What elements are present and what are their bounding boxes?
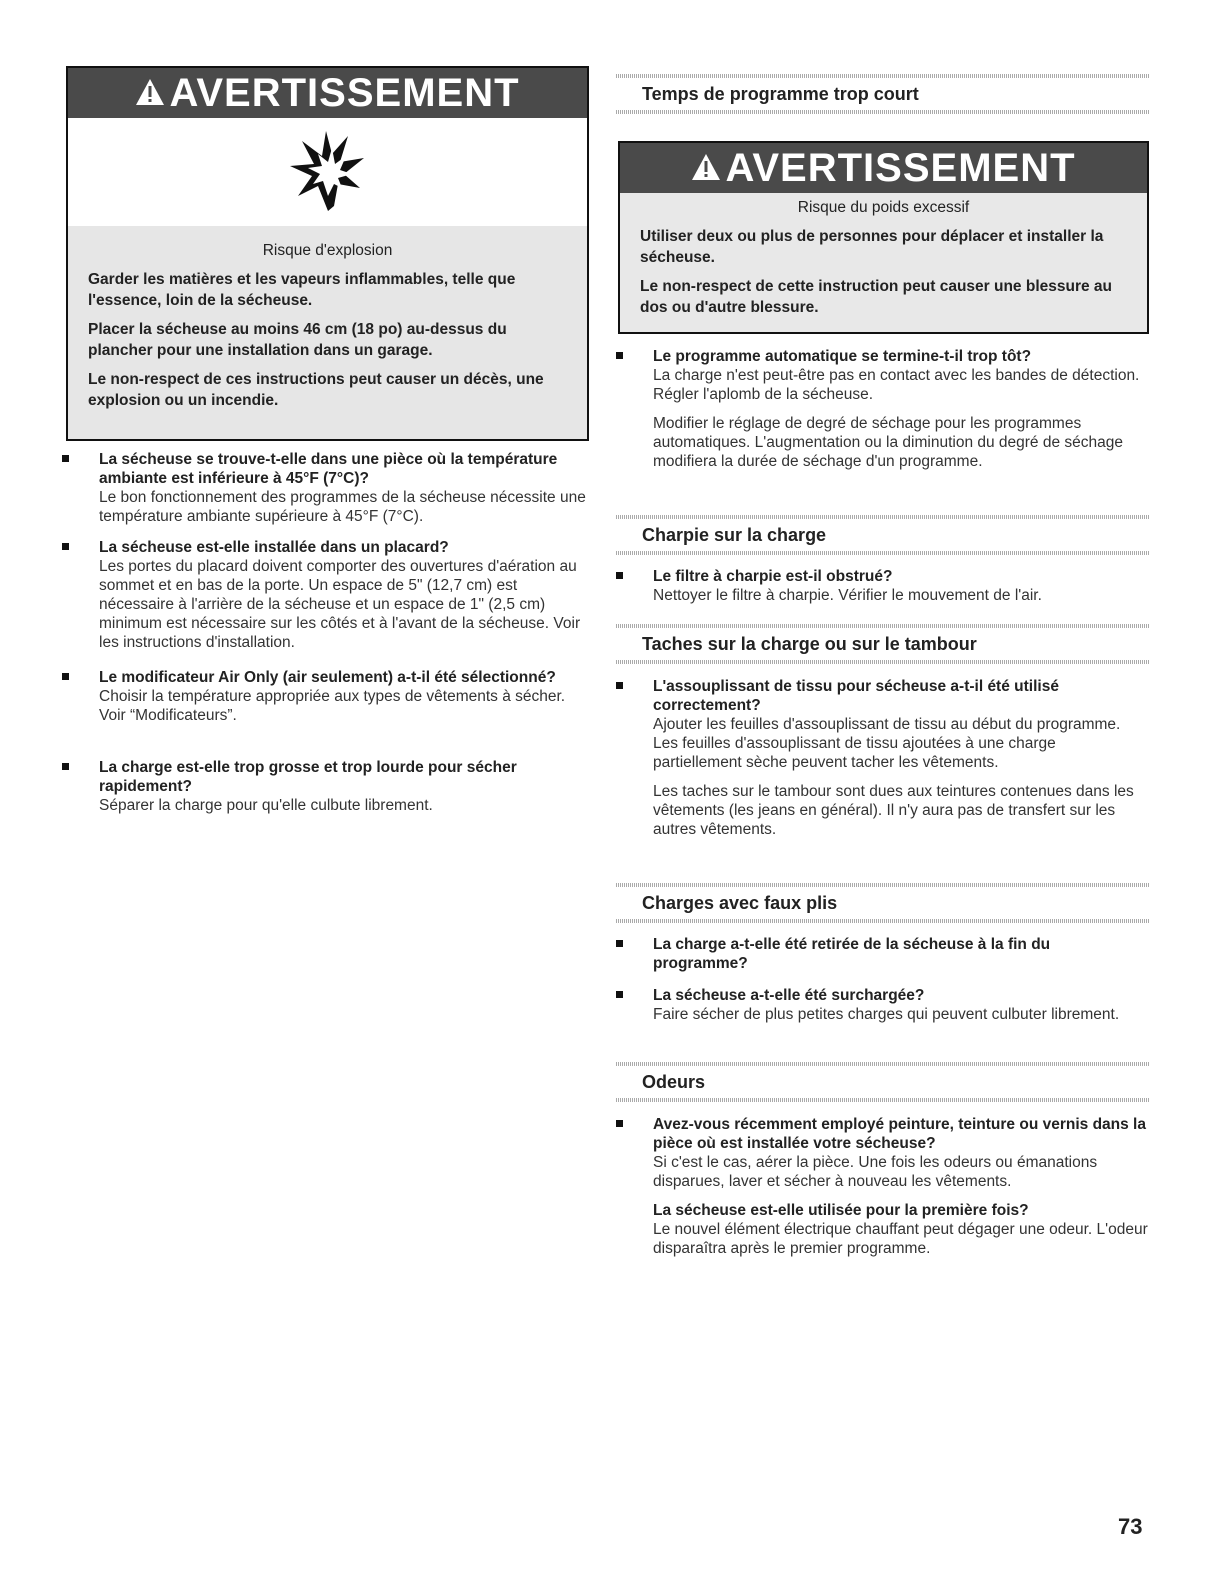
warning-icon-area — [68, 118, 587, 230]
bullet-icon — [616, 991, 623, 998]
bullet-icon — [62, 673, 69, 680]
section-header-taches — [616, 632, 1150, 656]
item-question: Le filtre à charpie est-il obstrué? — [653, 568, 893, 585]
bullet-icon — [616, 940, 623, 947]
warning-risk: Risque d'explosion — [262, 242, 393, 259]
item-answer: Les taches sur le tambour sont dues aux teintures contenues dans les vêtements (les jeans en général). Il n'y aura pas de transfert sur les autres vêtements. — [653, 783, 1134, 838]
section-title: Temps de programme trop court — [642, 84, 919, 104]
item-answer: La charge n'est peut-être pas en contact avec les bandes de détection. Régler l'aplomb de la sécheuse. — [653, 367, 1140, 403]
item-answer: Le nouvel élément électrique chauffant peut dégager une odeur. L'odeur disparaîtra après le premier programme. — [653, 1221, 1148, 1257]
item-question: L'assouplissant de tissu pour sécheuse a-t-il été utilisé correctement? — [653, 678, 1059, 714]
item-question: La sécheuse a-t-elle été surchargée? — [653, 987, 925, 1004]
warning-body-explosion — [66, 226, 589, 441]
warning-triangle-icon — [691, 146, 721, 191]
warning-header — [68, 68, 587, 118]
warning-box-weight — [618, 141, 1149, 334]
list-item — [653, 986, 1148, 1024]
bullet-icon — [62, 543, 69, 550]
warning-box-explosion — [66, 66, 589, 239]
section-title: Charges avec faux plis — [642, 893, 838, 913]
list-item — [99, 668, 589, 725]
item-question: Avez-vous récemment employé peinture, teinture ou vernis dans la pièce où est installée votre sécheuse? — [653, 1116, 1146, 1152]
item-question: Le modificateur Air Only (air seulement) a-t-il été sélectionné? — [99, 669, 556, 686]
warning-line: Placer la sécheuse au moins 46 cm (18 po) au-dessus du plancher pour une installation dans un garage. — [88, 321, 507, 359]
page-number: 73 — [1118, 1514, 1143, 1539]
item-answer: Si c'est le cas, aérer la pièce. Une fois les odeurs ou émanations disparues, laver et sécher à nouveau les vêtements. — [653, 1154, 1098, 1190]
warning-line: Le non-respect de cette instruction peut causer une blessure au dos ou d'autre blessure. — [640, 278, 1113, 316]
warning-line: Utiliser deux ou plus de personnes pour déplacer et installer la sécheuse. — [640, 228, 1104, 266]
item-question: La charge a-t-elle été retirée de la sécheuse à la fin du programme? — [653, 936, 1051, 972]
warning-risk: Risque du poids excessif — [797, 199, 970, 216]
list-item — [653, 347, 1148, 471]
bullet-icon — [616, 572, 623, 579]
explosion-icon — [288, 126, 368, 221]
list-item — [99, 758, 589, 815]
item-answer: Modifier le réglage de degré de séchage pour les programmes automatiques. L'augmentation ou la diminution du degré de séchage modifiera la durée de séchage d'un programme. — [653, 415, 1124, 470]
item-question: La sécheuse se trouve-t-elle dans une pièce où la température ambiante est inférieure à 45°F (7°C)? — [99, 451, 558, 487]
list-item — [99, 450, 589, 526]
section-header-charpie — [616, 523, 1150, 547]
list-item — [653, 1115, 1148, 1258]
warning-line: Le non-respect de ces instructions peut causer un décès, une explosion ou un incendie. — [88, 371, 544, 409]
item-answer: Séparer la charge pour qu'elle culbute librement. — [99, 797, 433, 814]
bullet-icon — [616, 352, 623, 359]
item-question: La sécheuse est-elle utilisée pour la première fois? — [653, 1202, 1029, 1219]
list-item — [653, 567, 1148, 605]
item-answer: Ajouter les feuilles d'assouplissant de tissu au début du programme. Les feuilles d'assouplissant de tissu ajoutées à une charge partiellement sèche peuvent tacher les vêtements. — [653, 716, 1121, 771]
list-item — [653, 677, 1148, 839]
section-header-odeurs — [616, 1070, 1150, 1094]
item-answer: Choisir la température appropriée aux types de vêtements à sécher. Voir “Modificateurs”. — [99, 688, 566, 724]
list-item — [653, 935, 1148, 973]
section-header-faux-plis — [616, 891, 1150, 915]
bullet-icon — [616, 1120, 623, 1127]
section-title: Odeurs — [642, 1072, 706, 1092]
section-title: Charpie sur la charge — [642, 525, 827, 545]
bullet-icon — [62, 763, 69, 770]
item-question: La sécheuse est-elle installée dans un placard? — [99, 539, 449, 556]
item-answer: Le bon fonctionnement des programmes de la sécheuse nécessite une température ambiante supérieure à 45°F (7°C). — [99, 489, 586, 525]
warning-title: AVERTISSEMENT — [169, 70, 520, 115]
item-question: Le programme automatique se termine-t-il trop tôt? — [653, 348, 1032, 365]
warning-title: AVERTISSEMENT — [725, 145, 1076, 190]
bullet-icon — [62, 455, 69, 462]
item-question: La charge est-elle trop grosse et trop lourde pour sécher rapidement? — [99, 759, 517, 795]
item-answer: Les portes du placard doivent comporter des ouvertures d'aération au sommet et en bas de la porte. Un espace de 5" (12,7 cm) est nécessaire à l'arrière de la sécheuse et un espace de 1" (2,5 cm) minimum est nécessaire sur les côtés et à l'avant de la sécheuse. Voir les instructions d'installation. — [99, 558, 581, 651]
item-answer: Nettoyer le filtre à charpie. Vérifier le mouvement de l'air. — [653, 587, 1042, 604]
bullet-icon — [616, 682, 623, 689]
section-header-temps — [616, 82, 1150, 106]
list-item — [99, 538, 589, 652]
warning-triangle-icon — [135, 71, 165, 116]
warning-line: Garder les matières et les vapeurs inflammables, telle que l'essence, loin de la sécheuse. — [88, 271, 516, 309]
section-title: Taches sur la charge ou sur le tambour — [642, 634, 977, 654]
warning-header — [620, 143, 1147, 193]
item-answer: Faire sécher de plus petites charges qui peuvent culbuter librement. — [653, 1006, 1120, 1023]
